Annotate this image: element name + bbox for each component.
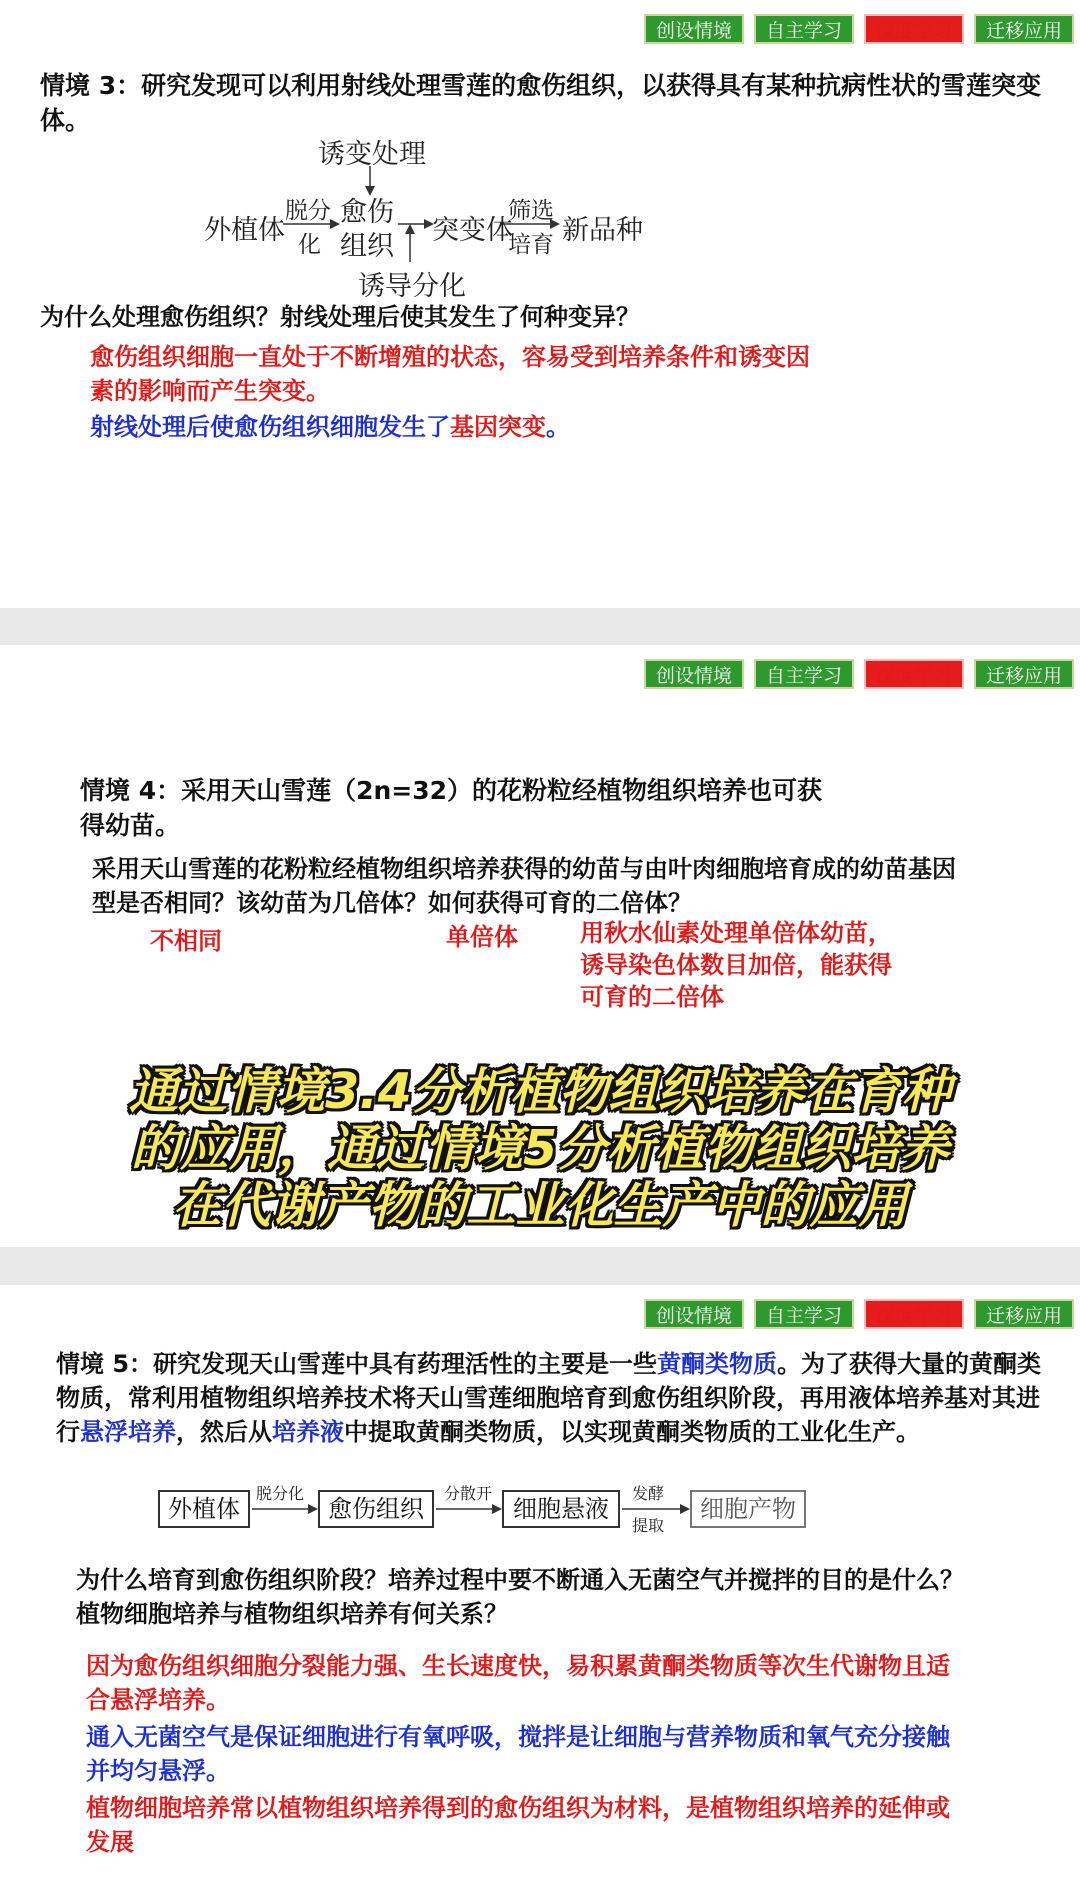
banner-line-3: 在代谢产物的工业化生产中的应用 <box>172 1177 908 1234</box>
situation-4-text <box>80 773 840 843</box>
answer-gene-mutation: 基因突变 <box>450 413 546 441</box>
situation-5-answer-red-2: 植物细胞培养常以植物组织培养得到的愈伤组织为材料，是植物组织培养的延伸或发展 <box>86 1794 950 1856</box>
situation-5-text-1: 研究发现天山雪莲中具有药理活性的主要是一些 <box>153 1350 658 1378</box>
slide-situation-5 <box>0 1285 1080 1885</box>
situation-5-text-3: ，然后从 <box>176 1418 272 1446</box>
situation-5-text-2: 。为了获得大量的黄酮类物质，常利用植物组织培养技术将天山雪莲细胞培育到愈伤组织阶段，再用液体培养基对其进行 <box>56 1350 1042 1446</box>
situation-5-answer-blue: 通入无菌空气是保证细胞进行有氧呼吸，搅拌是让细胞与营养物质和氧气充分接触并均匀悬浮。 <box>86 1723 950 1785</box>
tab-self-study[interactable]: 自主学习 <box>754 14 854 44</box>
diagram-new-variety: 新品种 <box>562 215 643 246</box>
diagram-dediff-bottom: 化 <box>298 232 321 258</box>
answer-colchicine: 用秋水仙素处理单倍体幼苗，诱导染色体数目加倍，能获得可育的二倍体 <box>580 919 892 1011</box>
situation-5-answer-red-1: 因为愈伤组织细胞分裂能力强、生长速度快，易积累黄酮类物质等次生代谢物且适合悬浮培养。 <box>86 1652 950 1714</box>
flow-box-cell-product: 细胞产物 <box>690 1490 806 1528</box>
diagram-callus-bottom: 组织 <box>340 231 394 262</box>
diagram-dediff-top: 脱分 <box>285 198 331 224</box>
answer-blue-prefix: 射线处理后使愈伤组织细胞发生了 <box>90 413 450 441</box>
flow-label-extract: 提取 <box>632 1516 665 1535</box>
keyword-flavonoids: 黄酮类物质 <box>657 1350 778 1378</box>
flow-label-disperse: 分散开 <box>444 1484 493 1503</box>
tab-create-situation[interactable]: 创设情境 <box>644 659 744 689</box>
situation-3-answer-red: 愈伤组织细胞一直处于不断增殖的状态，容易受到培养条件和诱变因素的影响而产生突变。 <box>90 343 810 405</box>
answer-blue-suffix: 。 <box>546 413 570 441</box>
tab-create-situation[interactable]: 创设情境 <box>644 1299 744 1329</box>
diagram-screen-top: 筛选 <box>508 198 554 224</box>
tab-deep-learning[interactable]: 深度学习 <box>864 659 964 689</box>
tab-deep-learning[interactable]: 深度学习 <box>864 1299 964 1329</box>
situation-3-label: 情境 3： <box>40 71 142 100</box>
situation-5-text-4: 中提取黄酮类物质，以实现黄酮类物质的工业化生产。 <box>344 1418 920 1446</box>
flow-label-ferment: 发酵 <box>632 1484 665 1503</box>
diagram-screen-bottom: 培育 <box>508 232 554 258</box>
situation-4-body: 采用天山雪莲（2n=32）的花粉粒经植物组织培养也可获得幼苗。 <box>80 776 823 840</box>
nav-tabs <box>644 659 1074 689</box>
situation-3-body: 研究发现可以利用射线处理雪莲的愈伤组织，以获得具有某种抗病性状的雪莲突变体。 <box>40 71 1042 135</box>
diagram-mutagen-label: 诱变处理 <box>318 139 426 170</box>
tab-self-study[interactable]: 自主学习 <box>754 659 854 689</box>
answer-haploid: 单倍体 <box>446 923 518 951</box>
situation-4-label: 情境 4： <box>80 776 182 805</box>
answer-not-same: 不相同 <box>150 927 222 955</box>
flow-box-explant: 外植体 <box>158 1490 250 1528</box>
flow-box-callus: 愈伤组织 <box>318 1490 434 1528</box>
tab-transfer-application[interactable]: 迁移应用 <box>974 659 1074 689</box>
diagram-explant: 外植体 <box>204 215 285 246</box>
situation-4-question: 采用天山雪莲的花粉粒经植物组织培养获得的幼苗与由叶肉细胞培育成的幼苗基因型是否相同？该幼苗为几倍体？如何获得可育的二倍体？ <box>92 855 956 917</box>
situation-5-question: 为什么培育到愈伤组织阶段？培养过程中要不断通入无菌空气并搅拌的目的是什么？植物细胞培养与植物组织培养有何关系？ <box>76 1566 964 1628</box>
diagram-mutant: 突变体 <box>432 215 513 246</box>
keyword-culture-medium: 培养液 <box>272 1418 344 1446</box>
tab-transfer-application[interactable]: 迁移应用 <box>974 14 1074 44</box>
flow-label-dediff: 脱分化 <box>256 1484 305 1503</box>
tab-transfer-application[interactable]: 迁移应用 <box>974 1299 1074 1329</box>
diagram-callus-top: 愈伤 <box>340 197 394 228</box>
tab-create-situation[interactable]: 创设情境 <box>644 14 744 44</box>
slide-situation-3 <box>0 0 1080 608</box>
tab-self-study[interactable]: 自主学习 <box>754 1299 854 1329</box>
caption-banner <box>0 1063 1080 1234</box>
flow-box-suspension: 细胞悬液 <box>502 1490 620 1528</box>
banner-line-2: 的应用，通过情境5分析植物组织培养 <box>130 1120 950 1177</box>
diagram-induce-label: 诱导分化 <box>358 271 466 302</box>
tab-deep-learning[interactable]: 深度学习 <box>864 14 964 44</box>
situation-3-question: 为什么处理愈伤组织？射线处理后使其发生了何种变异？ <box>40 303 640 331</box>
situation-5-label: 情境 5： <box>56 1350 154 1378</box>
keyword-suspension-culture: 悬浮培养 <box>80 1418 176 1446</box>
situation-3-answer-blue <box>90 410 990 444</box>
banner-line-1: 通过情境3.4分析植物组织培养在育种 <box>129 1063 951 1120</box>
